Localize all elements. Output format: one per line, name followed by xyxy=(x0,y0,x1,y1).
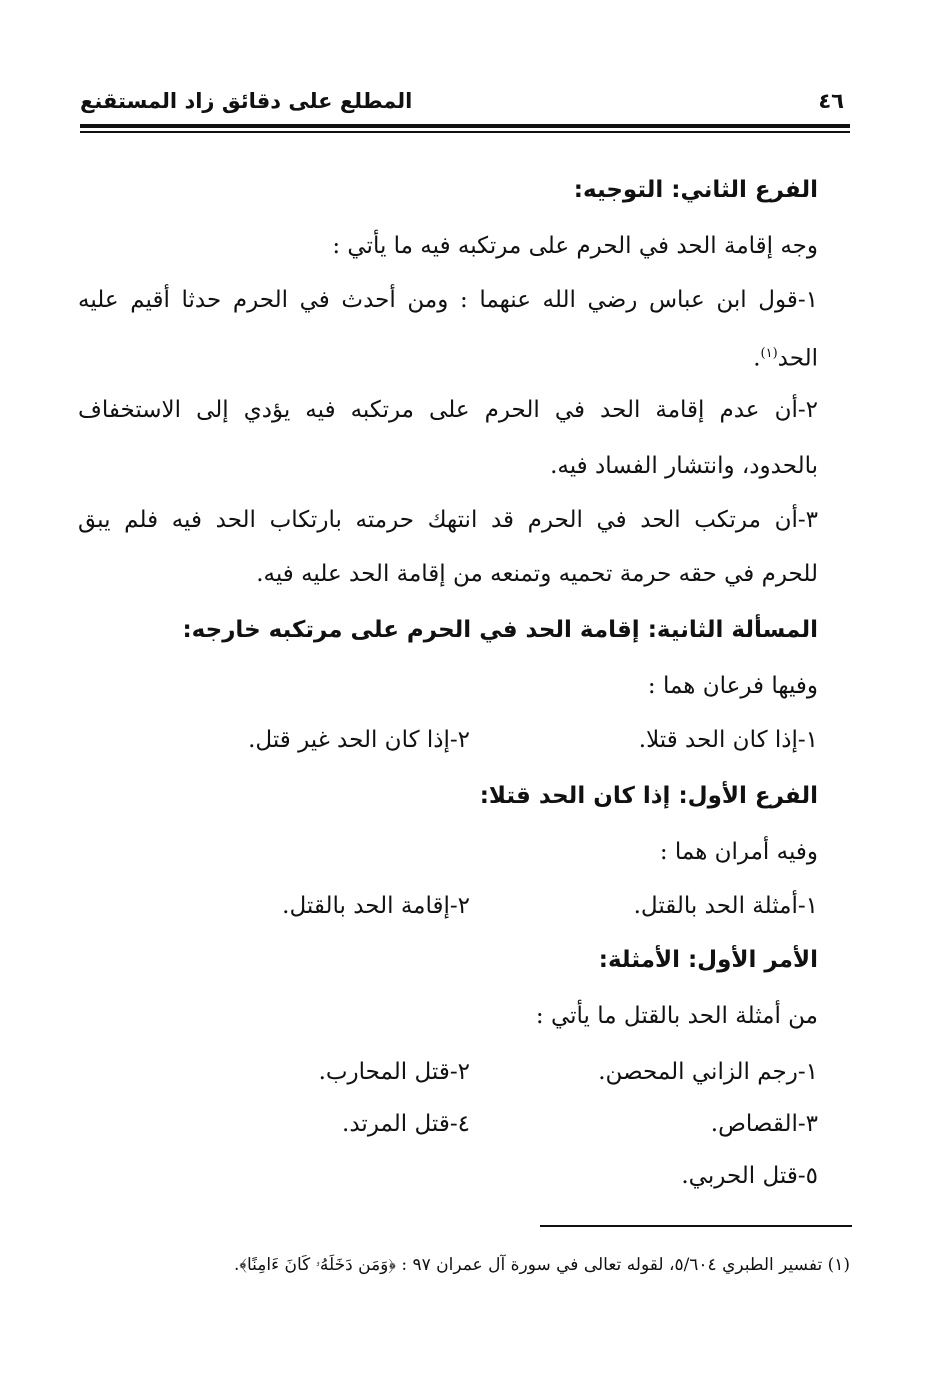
example-2: ٢-قتل المحارب. xyxy=(318,1059,470,1085)
point3-line1: ٣-أن مرتكب الحد في الحرم قد انتهك حرمته بارتكاب الحد فيه فلم يبق xyxy=(78,507,818,533)
example-4: ٤-قتل المرتد. xyxy=(342,1111,470,1137)
matter1-intro: من أمثلة الحد بالقتل ما يأتي : xyxy=(535,1003,818,1029)
point1-end: . xyxy=(753,345,761,372)
point2-line1: ٢-أن عدم إقامة الحد في الحرم على مرتكبه فيه يؤدي إلى الاستخفاف xyxy=(78,397,818,423)
issue2-intro: وفيها فرعان هما : xyxy=(647,673,818,699)
point1-line1: ١-قول ابن عباس رضي الله عنهما : ومن أحدث في الحرم حدثا أقيم عليه xyxy=(78,287,818,313)
point3-line2: للحرم في حقه حرمة تحميه وتمنعه من إقامة الحد عليه فيه. xyxy=(256,561,818,587)
point1-text: الحد xyxy=(777,345,818,372)
issue2-heading: المسألة الثانية: إقامة الحد في الحرم على مرتكبه خارجه: xyxy=(182,617,818,643)
branch1-heading: الفرع الأول: إذا كان الحد قتلا: xyxy=(479,783,818,809)
example-1: ١-رجم الزاني المحصن. xyxy=(598,1059,818,1085)
point2-line2: بالحدود، وانتشار الفساد فيه. xyxy=(550,453,818,479)
intro-line: وجه إقامة الحد في الحرم على مرتكبه فيه ما يأتي : xyxy=(332,233,818,259)
footnote: (١) تفسير الطبري ٥/٦٠٤، لقوله تعالى في سورة آل عمران ٩٧ : ﴿وَمَن دَخَلَهُۥ كَانَ ءَامِنًا﴾. xyxy=(234,1255,850,1275)
page-number: ٤٦ xyxy=(818,89,844,113)
book-title: المطلع على دقائق زاد المستقنع xyxy=(80,89,413,113)
example-3: ٣-القصاص. xyxy=(710,1111,818,1137)
issue2-item-2: ٢-إذا كان الحد غير قتل. xyxy=(248,727,470,753)
issue2-item-1: ١-إذا كان الحد قتلا. xyxy=(638,727,818,753)
running-header xyxy=(80,86,850,122)
branch2-heading: الفرع الثاني: التوجيه: xyxy=(573,177,818,203)
branch1-intro: وفيه أمران هما : xyxy=(659,839,818,865)
example-5: ٥-قتل الحربي. xyxy=(681,1163,818,1189)
footnote-marker: (١) xyxy=(760,346,778,361)
branch1-item-1: ١-أمثلة الحد بالقتل. xyxy=(633,893,818,919)
header-rule-thick xyxy=(80,124,850,128)
branch1-item-2: ٢-إقامة الحد بالقتل. xyxy=(282,893,470,919)
footnote-rule xyxy=(540,1225,852,1227)
matter1-heading: الأمر الأول: الأمثلة: xyxy=(598,947,818,973)
point1-line2 xyxy=(78,334,818,379)
header-rule-thin xyxy=(80,131,850,133)
